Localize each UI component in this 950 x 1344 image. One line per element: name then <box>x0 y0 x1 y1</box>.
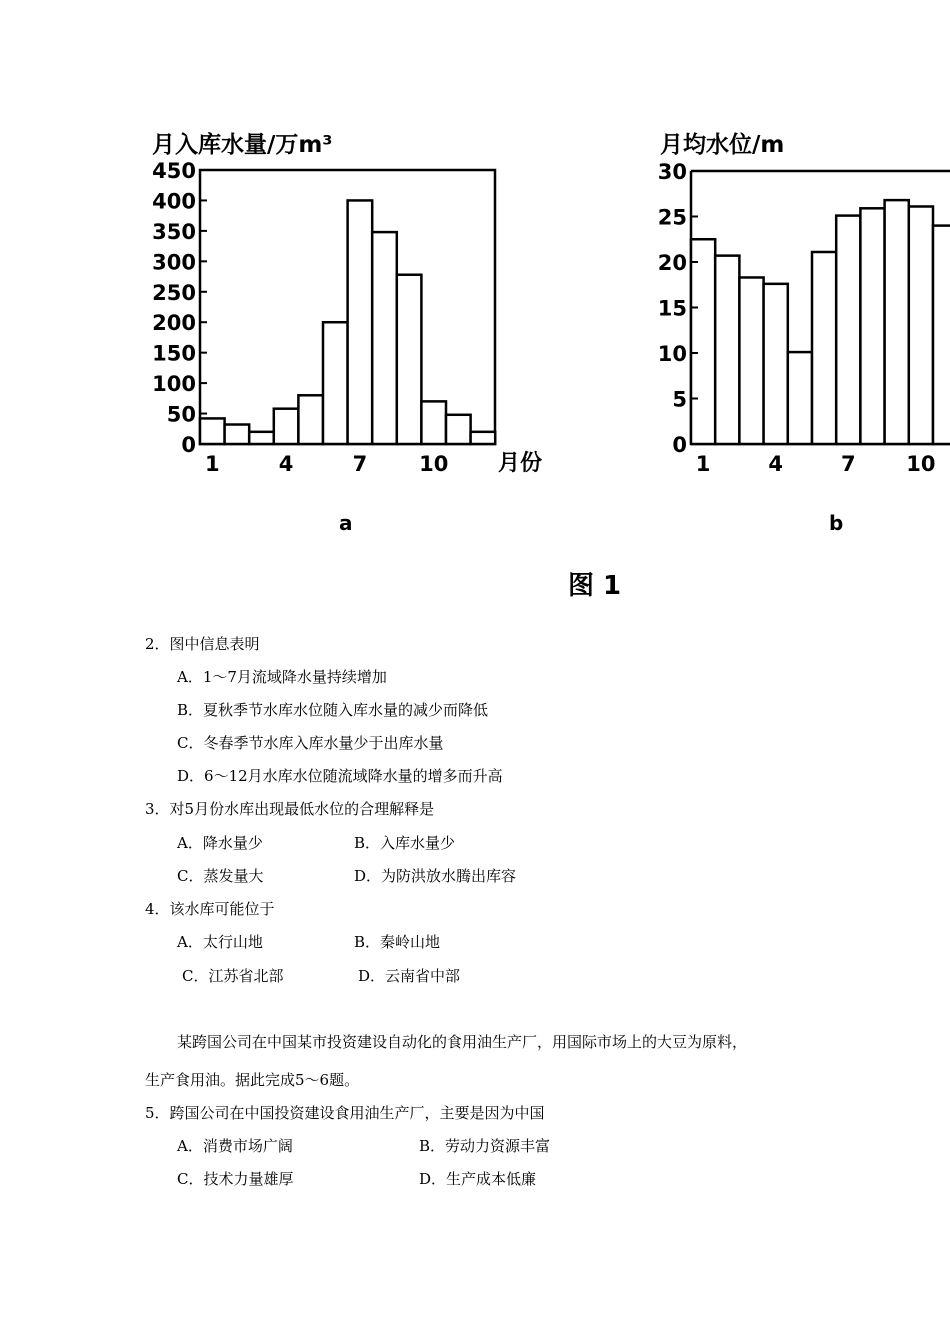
chart-a-y-title: 月入库水量/万m³ <box>152 132 333 158</box>
bar-2 <box>225 425 250 444</box>
q4-option-a: A．太行山地 <box>177 933 263 951</box>
passage-line-1: 某跨国公司在中国某市投资建设自动化的食用油生产厂，用国际市场上的大豆为原料， <box>177 1033 748 1051</box>
bar-10 <box>909 206 933 444</box>
bar-11 <box>933 226 950 444</box>
bar-10 <box>421 401 446 444</box>
q3-option-b: B．入库水量少 <box>354 834 456 852</box>
bar-9 <box>397 275 422 444</box>
bar-8 <box>372 232 397 444</box>
chart-a <box>0 0 560 560</box>
q3-option-c: C．蒸发量大 <box>177 867 264 885</box>
y-tick-label: 0 <box>181 433 196 457</box>
q4-stem: 4．该水库可能位于 <box>145 900 275 918</box>
y-tick-label: 15 <box>657 296 687 321</box>
chart-a-x-title: 月份 <box>498 451 543 476</box>
bar-7 <box>348 200 373 444</box>
bar-6 <box>812 252 836 444</box>
q4-option-b: B．秦岭山地 <box>354 933 441 951</box>
chart-b-panel-label: b <box>829 511 844 535</box>
q5-option-b: B．劳动力资源丰富 <box>419 1137 551 1155</box>
x-tick-label: 7 <box>352 452 368 476</box>
q5-option-d: D．生产成本低廉 <box>419 1170 537 1188</box>
passage-line-2: 生产食用油。据此完成5～6题。 <box>145 1071 360 1089</box>
q4-option-c: C．江苏省北部 <box>182 967 284 985</box>
bar-1 <box>200 418 225 444</box>
y-tick-label: 200 <box>152 311 196 336</box>
q2-option-b: B．夏秋季节水库水位随入库水量的减少而降低 <box>177 701 489 719</box>
x-tick-label: 10 <box>419 452 449 476</box>
q3-option-a: A．降水量少 <box>177 834 263 852</box>
q2-option-a: A．1～7月流域降水量持续增加 <box>177 668 387 686</box>
bar-4 <box>274 409 299 444</box>
q3-option-d: D．为防洪放水腾出库容 <box>354 867 517 885</box>
bar-5 <box>788 352 812 444</box>
bar-11 <box>446 415 471 444</box>
q4-option-d: D．云南省中部 <box>358 967 461 985</box>
x-tick-label: 1 <box>204 452 220 476</box>
x-tick-label: 1 <box>695 452 711 476</box>
chart-b-y-title: 月均水位/m <box>660 132 785 158</box>
bar-2 <box>715 256 739 444</box>
y-tick-label: 300 <box>152 250 196 275</box>
x-tick-label: 4 <box>278 452 294 476</box>
q3-stem: 3．对5月份水库出现最低水位的合理解释是 <box>145 800 435 818</box>
chart-b-bars <box>691 200 950 444</box>
y-tick-label: 250 <box>152 280 196 305</box>
bar-4 <box>764 284 788 444</box>
y-tick-label: 20 <box>657 251 687 275</box>
y-tick-label: 150 <box>152 341 196 366</box>
y-tick-label: 25 <box>657 205 687 230</box>
bar-3 <box>739 277 763 444</box>
figure-caption: 图 1 <box>568 571 622 601</box>
bar-1 <box>691 239 715 444</box>
bar-12 <box>471 432 496 444</box>
bar-9 <box>885 200 909 444</box>
q5-option-c: C．技术力量雄厚 <box>177 1170 294 1188</box>
y-tick-label: 100 <box>152 372 196 397</box>
q2-option-c: C．冬春季节水库入库水量少于出库水量 <box>177 734 444 752</box>
y-tick-label: 400 <box>152 189 196 214</box>
q5-option-a: A．消费市场广阔 <box>177 1137 293 1155</box>
q2-stem: 2．图中信息表明 <box>145 635 260 653</box>
q5-stem: 5．跨国公司在中国投资建设食用油生产厂，主要是因为中国 <box>145 1104 545 1122</box>
y-tick-label: 450 <box>152 159 196 183</box>
y-tick-label: 5 <box>672 387 687 412</box>
y-tick-label: 30 <box>657 160 687 184</box>
bar-3 <box>249 432 274 444</box>
q2-option-d: D．6～12月水库水位随流域降水量的增多而升高 <box>177 767 503 785</box>
y-tick-label: 10 <box>657 342 687 366</box>
chart-b-x-ticks <box>696 452 936 476</box>
chart-a-panel-label: a <box>339 511 353 535</box>
y-tick-label: 50 <box>166 402 196 427</box>
bar-5 <box>298 395 323 444</box>
bar-7 <box>836 216 860 444</box>
x-tick-label: 10 <box>906 452 936 476</box>
x-tick-label: 4 <box>768 452 784 476</box>
chart-a-bars <box>200 200 495 444</box>
chart-b-y-ticks <box>658 160 698 457</box>
x-tick-label: 7 <box>840 452 856 476</box>
chart-a-x-ticks <box>205 452 448 476</box>
y-tick-label: 350 <box>152 219 196 244</box>
bar-8 <box>860 208 884 444</box>
bar-6 <box>323 322 348 444</box>
y-tick-label: 0 <box>672 433 687 457</box>
